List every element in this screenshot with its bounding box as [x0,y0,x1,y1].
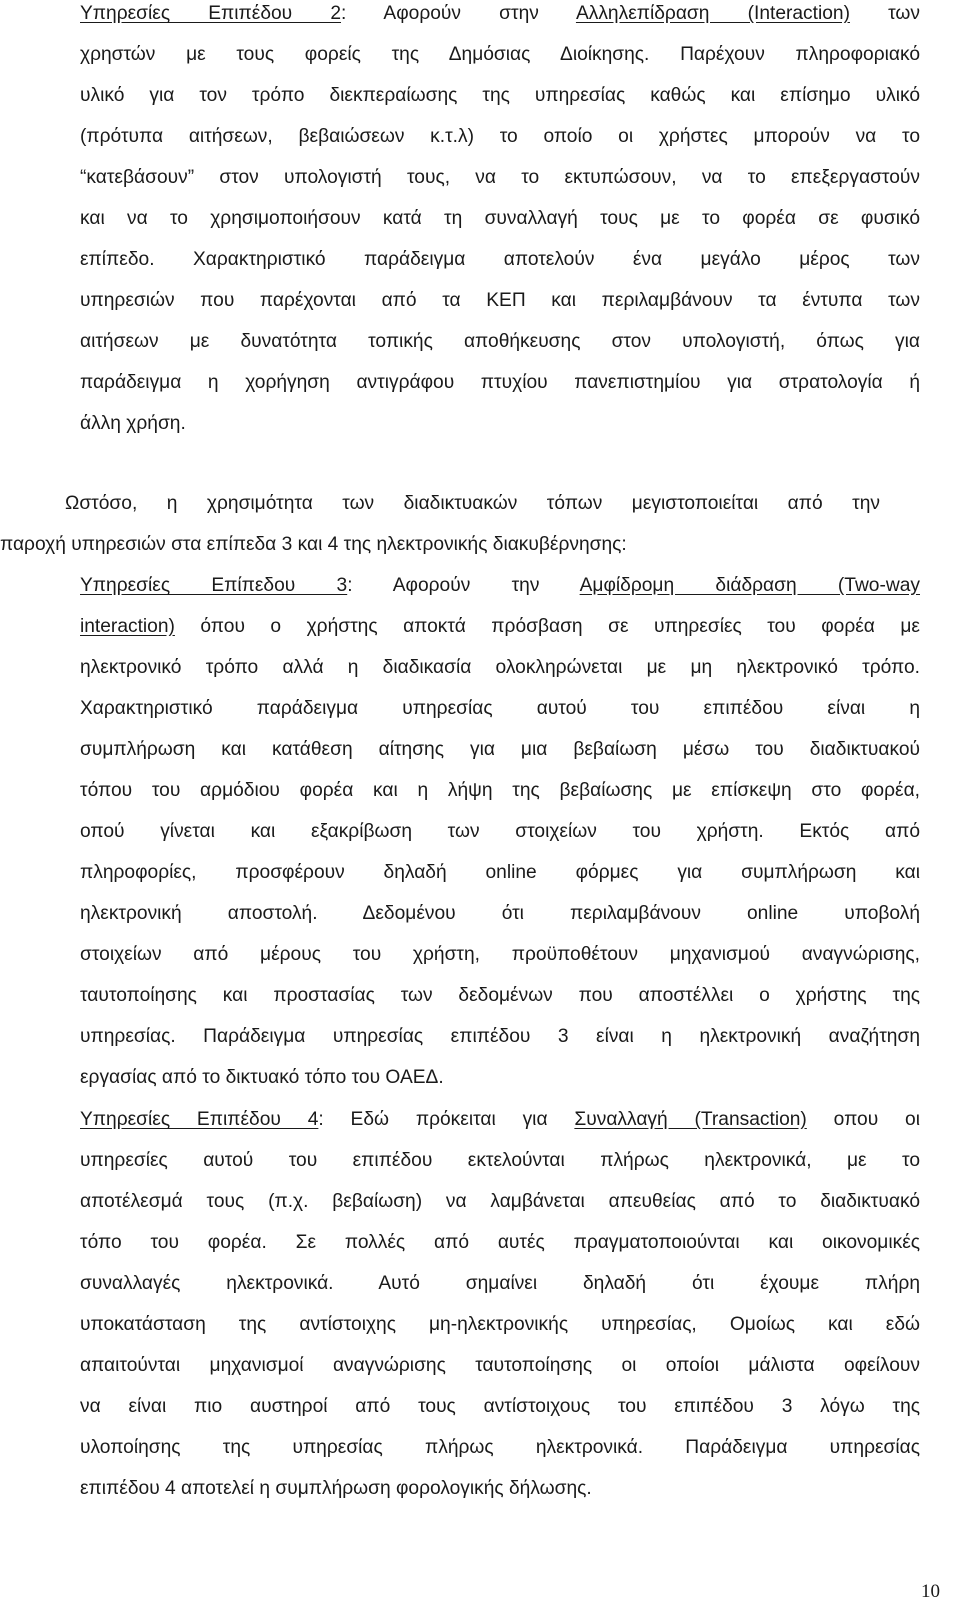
level4-line-3: αποτέλεσμά τους (π.χ. βεβαίωση) να λαμβάνεται απευθείας από το διαδικτυακό [80,1191,920,1212]
level4-line-9: υλοποίησης της υπηρεσίας πλήρως ηλεκτρονικά. Παράδειγμα υπηρεσίας [80,1437,920,1458]
level4-line-6: υποκατάσταση της αντίστοιχης μη-ηλεκτρονικής υπηρεσίας, Ομοίως και εδώ [80,1314,920,1335]
level3-line-9: ηλεκτρονική αποστολή. Δεδομένου ότι περιλαμβάνουν online υποβολή [80,903,920,924]
level2-line-7: επίπεδο. Χαρακτηριστικό παράδειγμα αποτελούν ένα μεγάλο μέρος των [80,249,920,270]
page-number: 10 [921,1581,940,1602]
level3-heading-after: : Αφορούν την [347,575,580,596]
level2-line-4: (πρότυπα αιτήσεων, βεβαιώσεων κ.τ.λ) το οποίο οι χρήστες μπορούν να το [80,126,920,147]
level3-line-10: στοιχείων από μέρους του χρήστη, προϋποθέτουν μηχανισμού αναγνώρισης, [80,944,920,965]
level2-heading-after: : Αφορούν στην [341,3,576,24]
level4-heading-term: Συναλλαγή (Transaction) [574,1109,807,1130]
level2-heading-term: Αλληλεπίδραση (Interaction) [575,3,850,24]
level2-line-6: και να το χρησιμοποιήσουν κατά τη συναλλαγή τους με το φορέα σε φυσικό [80,208,920,229]
level2-line-5: “κατεβάσουν” στον υπολογιστή τους, να το εκτυπώσουν, να το επεξεργαστούν [80,167,920,188]
level3-line-13: εργασίας από το δικτυακό τόπο του ΟΑΕΔ. [80,1067,444,1088]
level3-line-7: οπού γίνεται και εξακρίβωση των στοιχείων του χρήστη. Εκτός από [80,821,920,842]
level4-line-10: επιπέδου 4 αποτελεί η συμπλήρωση φορολογικής δήλωσης. [80,1478,592,1499]
level3-line-11: ταυτοποίησης και προστασίας των δεδομένων που αποστέλλει ο χρήστης της [80,985,920,1006]
level4-heading-after: : Εδώ πρόκειται για [318,1109,575,1130]
level3-line-1 [80,576,920,595]
level2-line-9: αιτήσεων με δυνατότητα τοπικής αποθήκευσης στον υπολογιστή, όπως για [80,331,920,352]
level3-line-2-rest: όπου ο χρήστης αποκτά πρόσβαση σε υπηρεσίες του φορέα με [174,616,920,637]
level3-line-4: Χαρακτηριστικό παράδειγμα υπηρεσίας αυτού του επιπέδου είναι η [80,698,920,719]
level3-heading-label: Υπηρεσίες Επίπεδου 3 [80,575,348,596]
level2-line-1-end: των [849,3,920,24]
level3-line-3: ηλεκτρονικό τρόπο αλλά η διαδικασία ολοκληρώνεται με μη ηλεκτρονικό τρόπο. [80,657,920,678]
level3-heading-term-part2: interaction) [80,616,175,637]
level4-line-4: τόπο του φορέα. Σε πολλές από αυτές πραγματοποιούνται και οικονομικές [80,1232,920,1253]
level4-line-2: υπηρεσίες αυτού του επιπέδου εκτελούνται πλήρως ηλεκτρονικά, με το [80,1150,920,1171]
level2-line-10: παράδειγμα η χορήγηση αντιγράφου πτυχίου πανεπιστημίου για στρατολογία ή [80,372,920,393]
level3-line-6: τόπου του αρμόδιου φορέα και η λήψη της βεβαίωσης με επίσκεψη στο φορέα, [80,780,920,801]
intro-line-2: παροχή υπηρεσιών στα επίπεδα 3 και 4 της ηλεκτρονικής διακυβέρνησης: [0,534,627,555]
level2-heading-label: Υπηρεσίες Επιπέδου 2 [80,3,341,24]
level4-line-7: απαιτούνται μηχανισμοί αναγνώρισης ταυτοποίησης οι οποίοι μάλιστα οφείλουν [80,1355,920,1376]
level4-line-5: συναλλαγές ηλεκτρονικά. Αυτό σημαίνει δηλαδή ότι έχουμε πλήρη [80,1273,920,1294]
level2-line-1 [80,4,920,23]
level3-line-2 [80,617,920,636]
level3-line-12: υπηρεσίας. Παράδειγμα υπηρεσίας επιπέδου 3 είναι η ηλεκτρονική αναζήτηση [80,1026,920,1047]
level3-heading-term-part1: Αμφίδρομη διάδραση (Two-way [579,575,920,596]
level4-line-8: να είναι πιο αυστηροί από τους αντίστοιχους του επιπέδου 3 λόγω της [80,1396,920,1417]
level3-line-5: συμπλήρωση και κατάθεση αίτησης για μια βεβαίωση μέσω του διαδικτυακού [80,739,920,760]
level4-heading-label: Υπηρεσίες Επιπέδου 4 [80,1109,319,1130]
level2-line-3: υλικό για τον τρόπο διεκπεραίωσης της υπηρεσίας καθώς και επίσημο υλικό [80,85,920,106]
intro-line-1: Ωστόσο, η χρησιμότητα των διαδικτυακών τόπων μεγιστοποιείται από την [65,493,880,514]
level2-line-11: άλλη χρήση. [80,413,186,434]
level2-line-8: υπηρεσιών που παρέχονται από τα ΚΕΠ και περιλαμβάνουν τα έντυπα των [80,290,920,311]
level2-line-2: χρηστών με τους φορείς της Δημόσιας Διοίκησης. Παρέχουν πληροφοριακό [80,44,920,65]
level3-line-8: πληροφορίες, προσφέρουν δηλαδή online φόρμες για συμπλήρωση και [80,862,920,883]
level4-line-1-end: οπου οι [806,1109,920,1130]
level4-line-1 [80,1110,920,1129]
